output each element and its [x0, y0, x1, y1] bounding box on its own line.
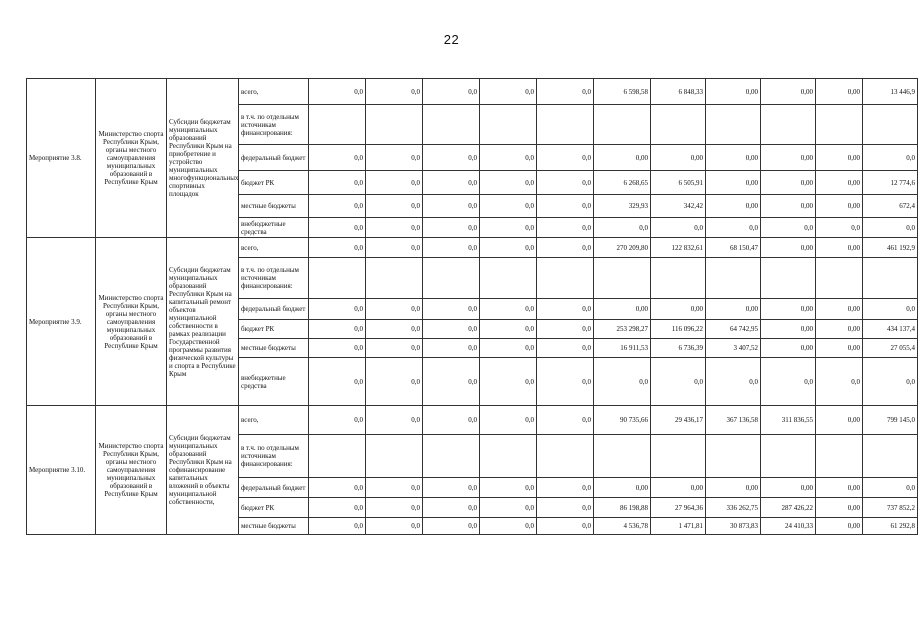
value-cell: [366, 258, 423, 299]
value-cell: 0,0: [537, 195, 594, 218]
value-cell: 0,0: [309, 238, 366, 258]
measure-cell: Мероприятие 3.9.: [27, 238, 96, 406]
value-cell: 0,0: [423, 79, 480, 105]
value-cell: [651, 435, 706, 478]
value-cell: 0,00: [706, 79, 761, 105]
value-cell: 16 911,53: [594, 339, 651, 358]
funding-source-cell: бюджет РК: [239, 498, 309, 518]
value-cell: [761, 105, 816, 145]
funding-source-cell: местные бюджеты: [239, 339, 309, 358]
value-cell: 3 407,52: [706, 339, 761, 358]
value-cell: 0,00: [761, 195, 816, 218]
value-cell: 0,0: [863, 145, 918, 171]
value-cell: 0,0: [423, 218, 480, 238]
budget-table: [26, 78, 918, 535]
value-cell: [863, 258, 918, 299]
value-cell: 0,0: [706, 358, 761, 406]
value-cell: 6 848,33: [651, 79, 706, 105]
value-cell: 0,0: [366, 299, 423, 320]
value-cell: 367 136,58: [706, 406, 761, 435]
funding-source-cell: местные бюджеты: [239, 195, 309, 218]
value-cell: 0,00: [651, 478, 706, 498]
value-cell: 0,0: [423, 518, 480, 535]
value-cell: [651, 258, 706, 299]
value-cell: 0,0: [816, 218, 863, 238]
value-cell: 0,0: [480, 478, 537, 498]
value-cell: 0,0: [863, 478, 918, 498]
value-cell: 86 198,88: [594, 498, 651, 518]
value-cell: 0,00: [706, 145, 761, 171]
value-cell: 0,00: [594, 145, 651, 171]
value-cell: [537, 105, 594, 145]
value-cell: 0,0: [537, 320, 594, 339]
value-cell: [366, 435, 423, 478]
funding-source-cell: внебюджетные средства: [239, 358, 309, 406]
value-cell: 0,0: [480, 195, 537, 218]
value-cell: [423, 435, 480, 478]
value-cell: [594, 435, 651, 478]
value-cell: 0,0: [423, 171, 480, 195]
value-cell: 27 964,36: [651, 498, 706, 518]
description-cell: Субсидии бюджетам муниципальных образований Республики Крым на капитальный ремонт объектов муниципальной собственности в рамках реализации Государственной программы развития физической культуры и спорта в Республике Крым: [167, 238, 239, 406]
description-cell: Субсидии бюджетам муниципальных образований Республики Крым на софинансирование капитальных вложений в объекты муниципальной собственности,: [167, 406, 239, 535]
value-cell: 0,0: [537, 478, 594, 498]
value-cell: [480, 258, 537, 299]
measure-cell: Мероприятие 3.8.: [27, 79, 96, 238]
value-cell: [863, 435, 918, 478]
value-cell: 0,0: [309, 218, 366, 238]
value-cell: 737 852,2: [863, 498, 918, 518]
value-cell: 0,0: [366, 238, 423, 258]
value-cell: 0,0: [480, 218, 537, 238]
value-cell: 287 426,22: [761, 498, 816, 518]
funding-source-cell: внебюджетные средства: [239, 218, 309, 238]
value-cell: 0,0: [863, 358, 918, 406]
value-cell: 0,0: [537, 218, 594, 238]
table-row: [27, 406, 918, 435]
value-cell: 0,0: [480, 79, 537, 105]
value-cell: 0,0: [537, 406, 594, 435]
value-cell: [761, 258, 816, 299]
value-cell: 0,00: [816, 195, 863, 218]
value-cell: 0,0: [423, 498, 480, 518]
value-cell: 0,00: [816, 145, 863, 171]
value-cell: 0,00: [816, 518, 863, 535]
value-cell: 311 836,55: [761, 406, 816, 435]
value-cell: [309, 435, 366, 478]
value-cell: 0,0: [537, 171, 594, 195]
value-cell: 0,00: [651, 145, 706, 171]
value-cell: 0,0: [366, 79, 423, 105]
value-cell: 68 150,47: [706, 238, 761, 258]
value-cell: [816, 105, 863, 145]
funding-source-cell: федеральный бюджет: [239, 299, 309, 320]
value-cell: 0,00: [706, 195, 761, 218]
value-cell: 0,00: [816, 320, 863, 339]
value-cell: 672,4: [863, 195, 918, 218]
funding-source-cell: федеральный бюджет: [239, 478, 309, 498]
value-cell: 6 736,39: [651, 339, 706, 358]
value-cell: 0,0: [480, 299, 537, 320]
funding-source-cell: всего,: [239, 79, 309, 105]
value-cell: 0,0: [537, 339, 594, 358]
value-cell: 0,0: [480, 145, 537, 171]
value-cell: [651, 105, 706, 145]
value-cell: 0,00: [816, 238, 863, 258]
value-cell: 0,0: [761, 358, 816, 406]
value-cell: 0,00: [761, 339, 816, 358]
value-cell: 0,0: [537, 358, 594, 406]
value-cell: 0,00: [816, 498, 863, 518]
value-cell: [706, 258, 761, 299]
value-cell: 0,0: [366, 145, 423, 171]
value-cell: 0,00: [816, 79, 863, 105]
value-cell: 0,0: [309, 145, 366, 171]
value-cell: 6 505,91: [651, 171, 706, 195]
value-cell: 329,93: [594, 195, 651, 218]
value-cell: 0,0: [366, 320, 423, 339]
value-cell: 0,0: [537, 79, 594, 105]
value-cell: [366, 105, 423, 145]
value-cell: 0,0: [594, 218, 651, 238]
value-cell: 90 735,66: [594, 406, 651, 435]
value-cell: 0,0: [594, 358, 651, 406]
value-cell: [480, 435, 537, 478]
value-cell: 6 268,65: [594, 171, 651, 195]
value-cell: 0,0: [537, 145, 594, 171]
value-cell: 64 742,95: [706, 320, 761, 339]
value-cell: 0,0: [423, 299, 480, 320]
value-cell: 29 436,17: [651, 406, 706, 435]
executor-cell: Министерство спорта Республики Крым, органы местного самоуправления муниципальных образований в Республике Крым: [96, 79, 167, 238]
table-row: [27, 238, 918, 258]
value-cell: [863, 105, 918, 145]
value-cell: 0,00: [761, 299, 816, 320]
value-cell: 0,00: [706, 299, 761, 320]
value-cell: 0,0: [309, 339, 366, 358]
value-cell: 13 446,9: [863, 79, 918, 105]
table-row: [27, 79, 918, 105]
measure-cell: Мероприятие 3.10.: [27, 406, 96, 535]
value-cell: 0,0: [309, 498, 366, 518]
value-cell: [537, 435, 594, 478]
value-cell: 0,0: [366, 218, 423, 238]
value-cell: 0,00: [816, 406, 863, 435]
value-cell: 0,0: [480, 238, 537, 258]
value-cell: 0,0: [651, 218, 706, 238]
value-cell: 0,0: [309, 478, 366, 498]
funding-source-cell: федеральный бюджет: [239, 145, 309, 171]
value-cell: 0,00: [816, 299, 863, 320]
executor-cell: Министерство спорта Республики Крым, органы местного самоуправления муниципальных образований в Республике Крым: [96, 238, 167, 406]
value-cell: 0,00: [816, 339, 863, 358]
value-cell: 27 055,4: [863, 339, 918, 358]
value-cell: [480, 105, 537, 145]
value-cell: 0,00: [761, 79, 816, 105]
funding-source-cell: местные бюджеты: [239, 518, 309, 535]
value-cell: 0,0: [480, 358, 537, 406]
value-cell: 0,0: [366, 195, 423, 218]
value-cell: 0,0: [537, 299, 594, 320]
value-cell: [816, 435, 863, 478]
value-cell: 0,00: [761, 171, 816, 195]
value-cell: 0,0: [423, 195, 480, 218]
value-cell: [309, 258, 366, 299]
value-cell: 12 774,6: [863, 171, 918, 195]
value-cell: 0,0: [816, 358, 863, 406]
value-cell: 0,0: [480, 171, 537, 195]
value-cell: 0,0: [423, 358, 480, 406]
value-cell: [706, 105, 761, 145]
value-cell: 0,00: [651, 299, 706, 320]
value-cell: 0,00: [761, 145, 816, 171]
value-cell: 0,00: [761, 320, 816, 339]
value-cell: 0,0: [366, 406, 423, 435]
funding-source-cell: в т.ч. по отдельным источникам финансирования:: [239, 435, 309, 478]
value-cell: 122 832,61: [651, 238, 706, 258]
value-cell: 0,0: [423, 320, 480, 339]
value-cell: [309, 105, 366, 145]
value-cell: 0,0: [761, 218, 816, 238]
value-cell: 0,0: [423, 339, 480, 358]
value-cell: [761, 435, 816, 478]
value-cell: 0,0: [309, 320, 366, 339]
value-cell: 799 145,0: [863, 406, 918, 435]
value-cell: 0,00: [594, 478, 651, 498]
funding-source-cell: всего,: [239, 406, 309, 435]
funding-source-cell: всего,: [239, 238, 309, 258]
value-cell: [706, 435, 761, 478]
value-cell: 0,0: [309, 406, 366, 435]
funding-source-cell: в т.ч. по отдельным источникам финансирования:: [239, 105, 309, 145]
value-cell: [816, 258, 863, 299]
value-cell: 0,0: [366, 339, 423, 358]
value-cell: 0,0: [423, 406, 480, 435]
value-cell: 0,0: [706, 218, 761, 238]
value-cell: 0,0: [537, 518, 594, 535]
executor-cell: Министерство спорта Республики Крым, органы местного самоуправления муниципальных образований в Республике Крым: [96, 406, 167, 535]
funding-source-cell: бюджет РК: [239, 320, 309, 339]
value-cell: 0,0: [651, 358, 706, 406]
value-cell: 0,00: [816, 171, 863, 195]
value-cell: 0,0: [480, 339, 537, 358]
value-cell: 0,00: [706, 171, 761, 195]
value-cell: 461 192,9: [863, 238, 918, 258]
value-cell: 0,0: [366, 478, 423, 498]
value-cell: 0,00: [761, 478, 816, 498]
value-cell: 0,0: [309, 299, 366, 320]
value-cell: 0,0: [863, 218, 918, 238]
funding-source-cell: в т.ч. по отдельным источникам финансирования:: [239, 258, 309, 299]
value-cell: 1 471,81: [651, 518, 706, 535]
value-cell: 0,0: [537, 238, 594, 258]
value-cell: [423, 105, 480, 145]
value-cell: 253 298,27: [594, 320, 651, 339]
value-cell: [537, 258, 594, 299]
value-cell: 0,0: [480, 320, 537, 339]
value-cell: 0,0: [423, 478, 480, 498]
value-cell: 0,00: [816, 478, 863, 498]
value-cell: [594, 105, 651, 145]
value-cell: 270 209,80: [594, 238, 651, 258]
value-cell: 0,0: [863, 299, 918, 320]
value-cell: 434 137,4: [863, 320, 918, 339]
value-cell: 0,0: [480, 406, 537, 435]
value-cell: 0,0: [366, 498, 423, 518]
value-cell: 336 262,75: [706, 498, 761, 518]
value-cell: [594, 258, 651, 299]
value-cell: 0,0: [309, 79, 366, 105]
value-cell: 0,0: [309, 358, 366, 406]
value-cell: 0,00: [594, 299, 651, 320]
value-cell: 0,00: [761, 238, 816, 258]
value-cell: 0,0: [309, 518, 366, 535]
funding-source-cell: бюджет РК: [239, 171, 309, 195]
value-cell: 0,0: [537, 498, 594, 518]
value-cell: 0,00: [706, 478, 761, 498]
description-cell: Субсидии бюджетам муниципальных образований Республики Крым на приобретение и устройство муниципальных многофункциональных спортивных площадок: [167, 79, 239, 238]
value-cell: 0,0: [480, 518, 537, 535]
value-cell: 0,0: [309, 195, 366, 218]
value-cell: 24 410,33: [761, 518, 816, 535]
value-cell: 0,0: [423, 238, 480, 258]
value-cell: 4 536,78: [594, 518, 651, 535]
value-cell: 61 292,8: [863, 518, 918, 535]
value-cell: 0,0: [480, 498, 537, 518]
value-cell: 0,0: [423, 145, 480, 171]
value-cell: 0,0: [366, 171, 423, 195]
value-cell: [423, 258, 480, 299]
value-cell: 6 598,58: [594, 79, 651, 105]
page-number: 22: [443, 32, 460, 47]
value-cell: 0,0: [366, 518, 423, 535]
value-cell: 342,42: [651, 195, 706, 218]
value-cell: 0,0: [366, 358, 423, 406]
value-cell: 116 096,22: [651, 320, 706, 339]
value-cell: 30 873,83: [706, 518, 761, 535]
value-cell: 0,0: [309, 171, 366, 195]
